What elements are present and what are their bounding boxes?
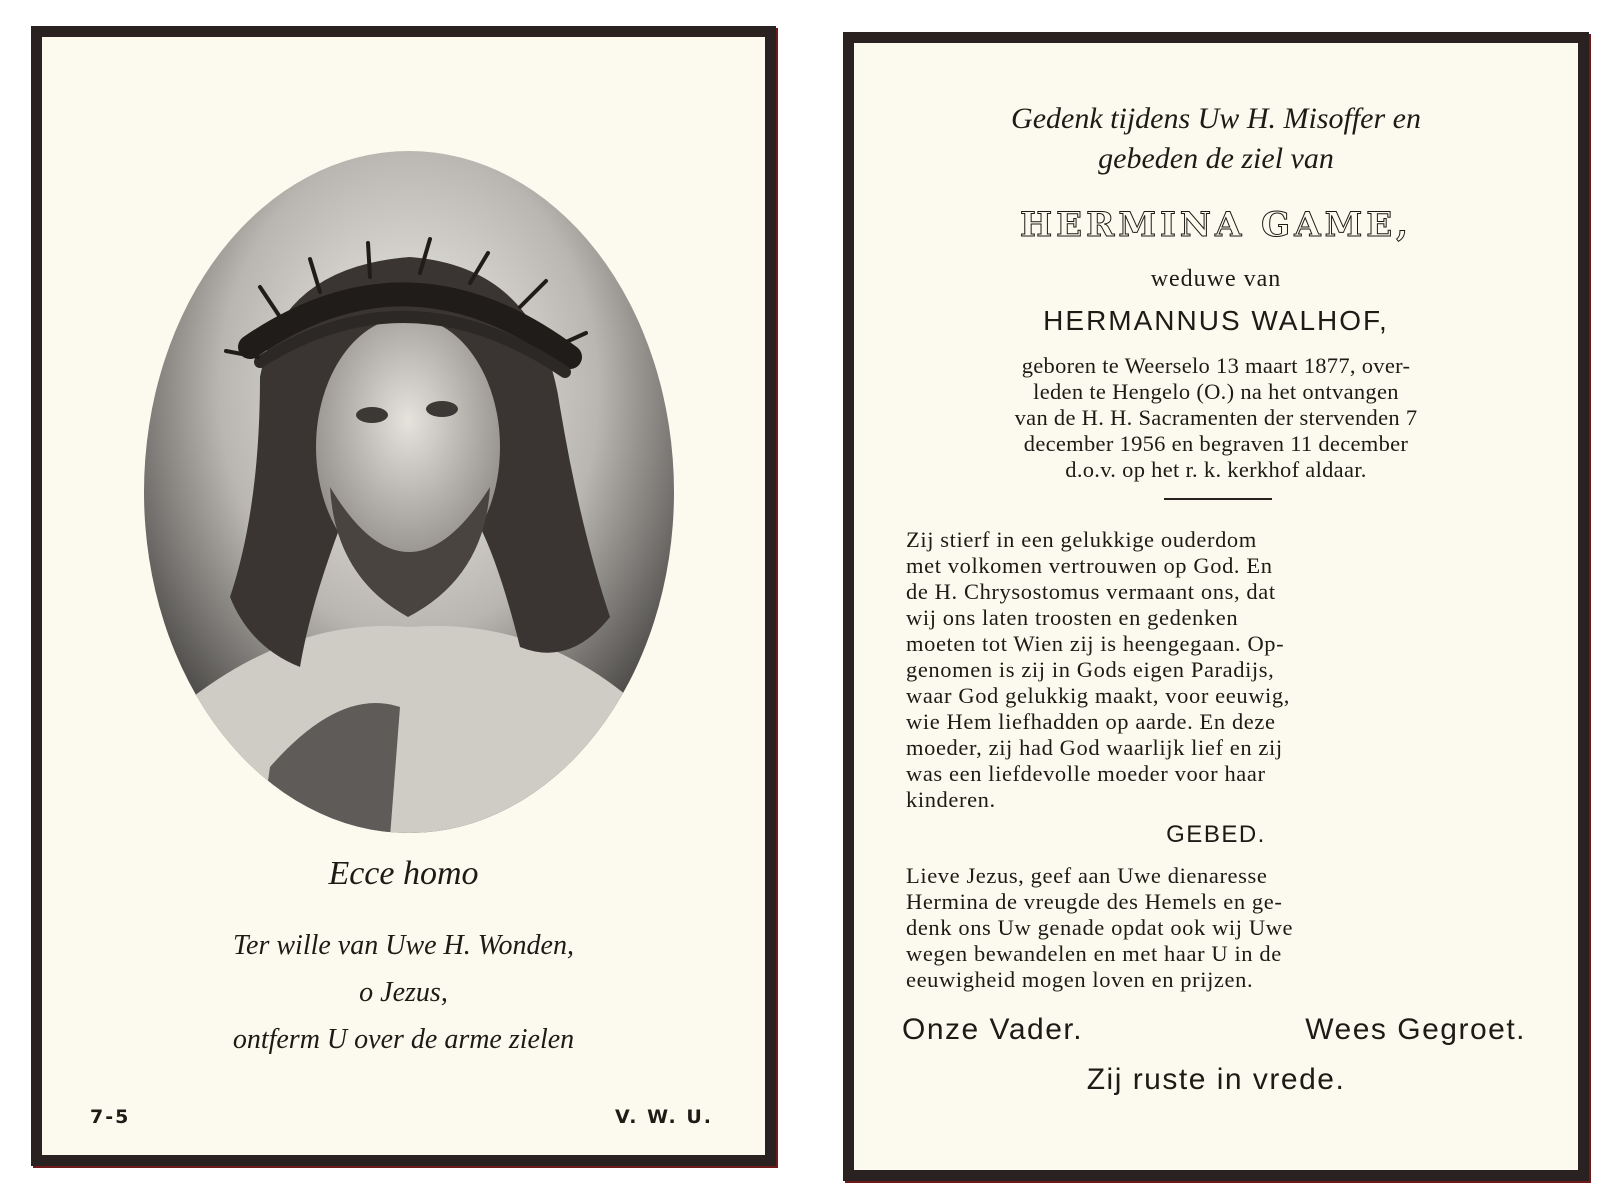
body-line: wij ons laten troosten en gedenken (906, 605, 1239, 630)
body-line: wie Hem liefhadden op aarde. En deze (906, 709, 1276, 734)
rest-in-peace: Zij ruste in vrede. (1086, 1063, 1346, 1096)
body-line: moeten tot Wien zij is heengegaan. Op- (906, 631, 1285, 656)
husband-name: HERMANNUS WALHOF, (1043, 305, 1389, 336)
prayer-line: denk ons Uw genade opdat ook wij Uwe (906, 915, 1294, 940)
prayer-line-3: ontferm U over de arme zielen (232, 1024, 575, 1055)
right-card (843, 32, 1589, 1181)
closing-our-father: Onze Vader. (902, 1013, 1084, 1046)
widow-label: weduwe van (1150, 266, 1282, 292)
prayer-line-2: o Jezus, (359, 977, 448, 1008)
details-line: geboren te Weerselo 13 maart 1877, over- (1021, 353, 1411, 378)
prayer-line: Lieve Jezus, geef aan Uwe dienaresse (906, 863, 1268, 888)
divider (1164, 498, 1272, 500)
intro-line-1: Gedenk tijdens Uw H. Misoffer en (1011, 102, 1421, 135)
deceased-name: HERMINA GAME, (1020, 205, 1412, 245)
body-line: waar God gelukkig maakt, voor eeuwig, (906, 683, 1290, 708)
details-line: leden te Hengelo (O.) na het ontvangen (1033, 379, 1399, 404)
intro-text (906, 99, 1526, 179)
prayer-line: Hermina de vreugde des Hemels en ge- (906, 889, 1283, 914)
prayer-heading: GEBED. (1166, 821, 1266, 848)
left-card (31, 26, 776, 1166)
details-line: december 1956 en begraven 11 december (1023, 431, 1409, 456)
body-line: was een liefdevolle moeder voor haar (906, 761, 1266, 786)
prayer-line-1: Ter wille van Uwe H. Wonden, (233, 930, 574, 961)
closing-hail-mary: Wees Gegroet. (1305, 1013, 1526, 1046)
body-line: genomen is zij in Gods eigen Paradijs, (906, 657, 1275, 682)
body-line: moeder, zij had God waarlijk lief en zij (906, 735, 1283, 760)
portrait-image (140, 147, 678, 837)
body-line: de H. Chrysostomus vermaant ons, dat (906, 579, 1276, 604)
body-line: Zij stierf in een gelukkige ouderdom (906, 527, 1257, 552)
prayer-text (906, 863, 1526, 993)
body-text (906, 527, 1526, 813)
prayer-line: wegen bewandelen en met haar U in de (906, 941, 1282, 966)
portrait-oval (140, 147, 678, 837)
body-line: kinderen. (906, 787, 996, 812)
details-line: d.o.v. op het r. k. kerkhof aldaar. (1065, 457, 1367, 482)
details-line: van de H. H. Sacramenten der stervenden 7 (1014, 405, 1418, 430)
caption-title: Ecce homo (328, 855, 479, 892)
life-details (906, 353, 1526, 483)
publisher-mark: V. W. U. (615, 1106, 713, 1128)
print-code: 7-5 (90, 1106, 131, 1128)
prayer-line: eeuwigheid mogen loven en prijzen. (906, 967, 1254, 992)
body-line: met volkomen vertrouwen op God. En (906, 553, 1273, 578)
intro-line-2: gebeden de ziel van (1098, 142, 1334, 175)
